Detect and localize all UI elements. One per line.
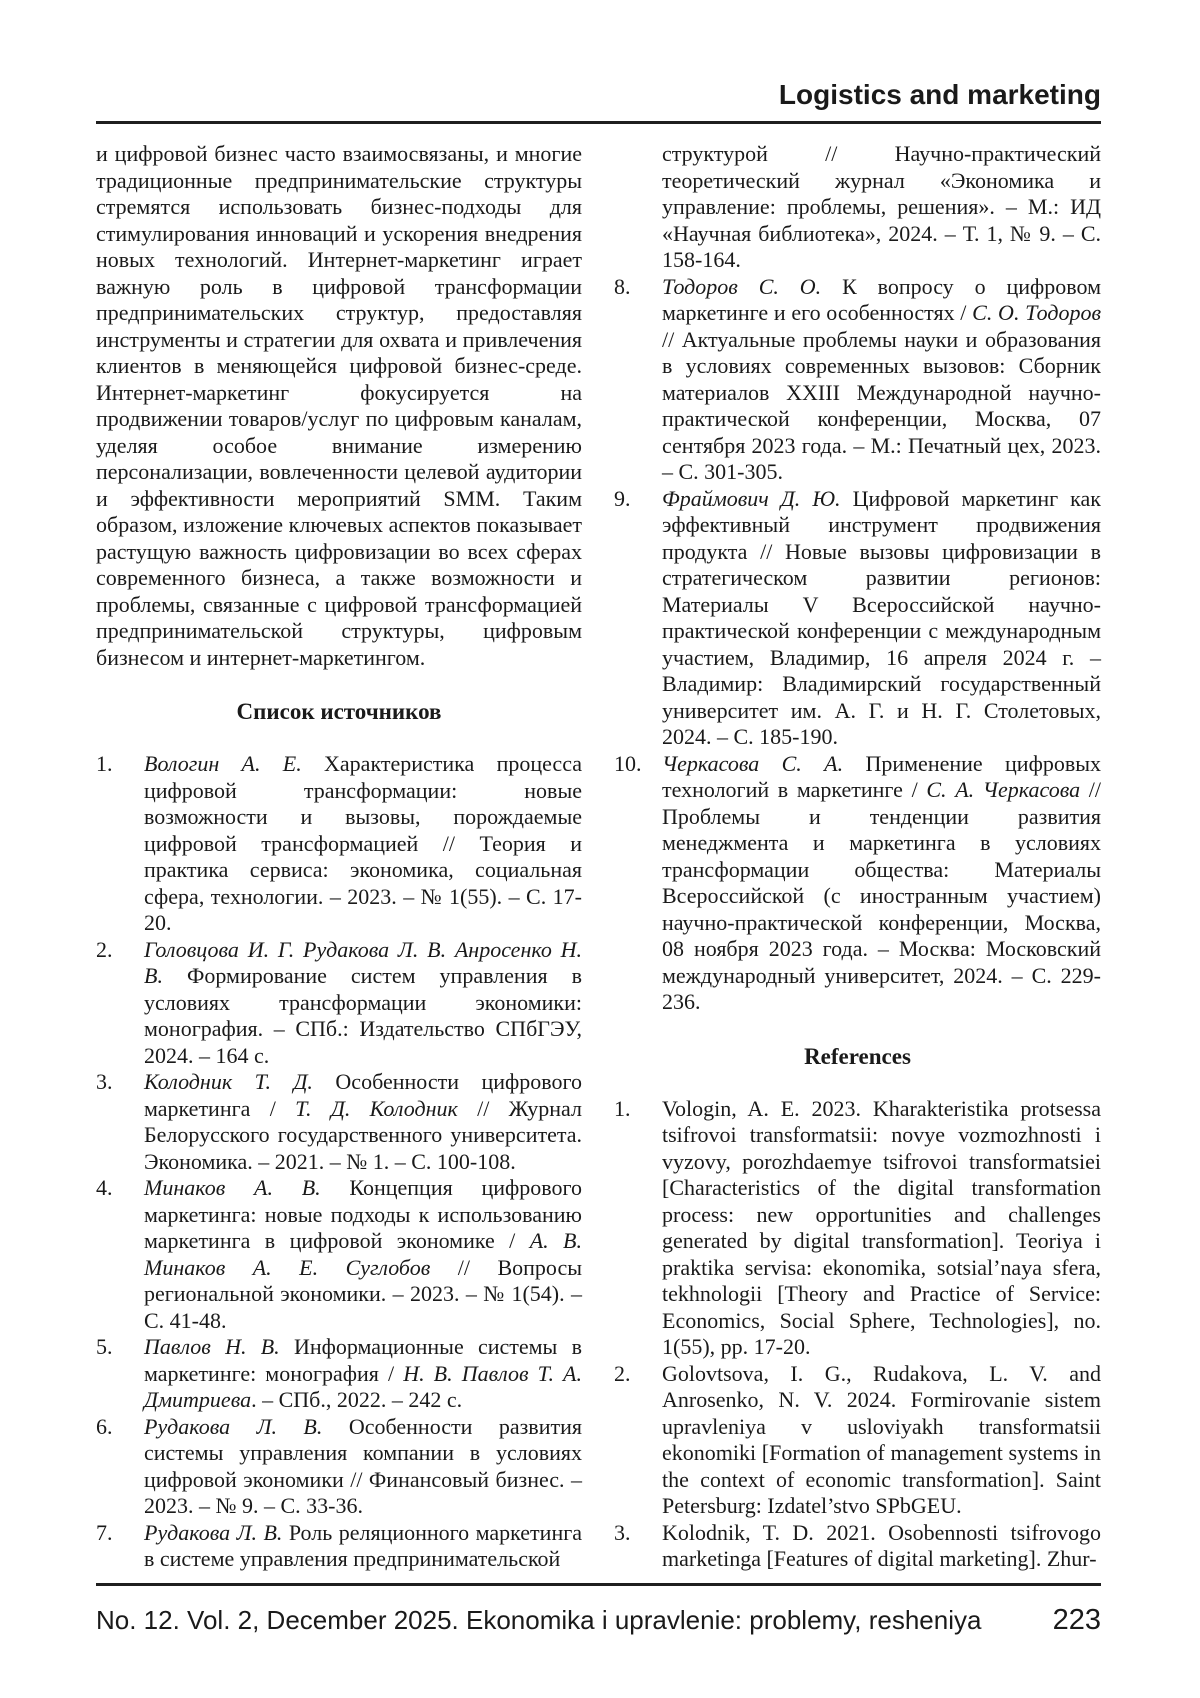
reference-item <box>614 1520 1101 1573</box>
right-column <box>614 141 1101 1573</box>
reference-text: // Вопросы региональной экономики. – 2023. – № 1(54). – С. 41-48. <box>144 1254 583 1333</box>
header-rule <box>96 121 1101 124</box>
reference-7-continuation <box>614 141 1101 274</box>
reference-text: Информационные системы в маркетинге: монография / <box>144 1334 582 1386</box>
reference-number: 1. <box>614 1095 631 1121</box>
reference-author: Павлов Н. В. <box>144 1334 280 1359</box>
reference-body <box>144 1334 582 1412</box>
reference-body <box>144 1414 582 1519</box>
footer <box>96 1603 1101 1637</box>
sources-list-left <box>96 751 582 1573</box>
reference-number: 6. <box>96 1413 113 1439</box>
reference-author: Тодоров С. О. <box>662 273 822 299</box>
reference-author: С. О. Тодоров <box>972 300 1102 325</box>
reference-text: Особенности развития системы управления компании в условиях цифровой экономики // Финансовый бизнес. – 2023. – № 9. – С. 33-36. <box>144 1413 582 1518</box>
reference-text: Особенности цифрового маркетинга / <box>144 1069 582 1121</box>
reference-text: // Журнал Белорусского государственного университета. Экономика. – 2021. – № 1. – С. 100-108. <box>144 1095 582 1174</box>
reference-text: Роль реляционного маркетинга в системе управления предпринимательской <box>144 1519 583 1571</box>
reference-item <box>614 486 1101 751</box>
reference-text: Цифровой маркетинг как эффективный инструмент продвижения продукта // Новые вызовы цифровизации в стратегическом развитии регионов: Материалы V Всероссийской научно-практической конференции с международным участием, Владимир, 16 апреля 2024 г. – Владимир: Владимирский государственный университет им. А. Г. и Н. Г. Столетовых, 2024. – С. 185-190. <box>662 485 1101 749</box>
footer-rule <box>96 1583 1101 1586</box>
reference-number: 1. <box>96 751 113 776</box>
reference-author: Головцова И. Г. Рудакова Л. В. Анросенко Н. В. <box>144 936 582 988</box>
reference-body <box>662 1096 1101 1360</box>
reference-text: Golovtsova, I. G., Rudakova, L. V. and Anrosenko, N. V. 2024. Formirovanie sistem upravleniya v usloviyakh transformatsii ekonomiki [Formation of management systems in the context of economic transformation]. Saint Petersburg: Izdatel’stvo SPbGEU. <box>662 1360 1101 1518</box>
reference-item <box>96 1069 582 1175</box>
references-heading: References <box>804 1043 911 1069</box>
reference-text: // Проблемы и тенденции развития менеджмента и маркетинга в условиях трансформации общества: Материалы Всероссийской (с иностранным участием) научно-практической конференции, Москва, 08 ноября 2023 года. – Москва: Московский международный университет, 2024. – С. 229-236. <box>662 777 1101 1014</box>
reference-number: 4. <box>96 1175 113 1200</box>
reference-item <box>96 937 582 1070</box>
reference-item <box>614 751 1101 1016</box>
reference-author: Минаков А. В. <box>144 1175 321 1200</box>
reference-author: Вологин А. Е. <box>144 751 302 776</box>
footer-page-number: 223 <box>1052 1604 1101 1636</box>
reference-body <box>662 486 1101 750</box>
reference-text: структурой // Научно-практический теоретический журнал «Экономика и управление: проблемы, решения». – М.: ИД «Научная библиотека», 2024. – Т. 1, № 9. – С. 158-164. <box>662 141 1101 272</box>
reference-text: . – СПб., 2022. – 242 с. <box>251 1387 463 1412</box>
reference-body <box>144 1175 582 1333</box>
reference-item <box>96 1334 582 1414</box>
left-column <box>96 141 582 1573</box>
reference-item <box>96 1414 582 1520</box>
references-list-en <box>614 1096 1101 1573</box>
intro-paragraph: и цифровой бизнес часто взаимосвязаны, и многие традиционные предпринимательские структуры стремятся использовать бизнес-подходы для стимулирования инноваций и ускорения внедрения новых технологий. Интернет-маркетинг играет важную роль в цифровой трансформации предпринимательских структур, предоставляя инструменты и стратегии для охвата и привлечения клиентов в меняющейся цифровой бизнес-среде. Интернет-маркетинг фокусируется на продвижении товаров/услуг по цифровым каналам, уделяя особое внимание измерению персонализации, вовлеченности целевой аудитории и эффективности мероприятий SMM. Таким образом, изложение ключевых аспектов показывает растущую важность цифровизации во всех сферах современного бизнеса, а также возможности и проблемы, связанные с цифровой трансформацией предпринимательской структуры, цифровым бизнесом и интернет-маркетингом. <box>96 141 582 670</box>
sources-heading: Список источников <box>236 699 442 724</box>
sources-list-right <box>614 274 1101 1016</box>
reference-number: 7. <box>96 1519 113 1545</box>
reference-text: Kolodnik, T. D. 2021. Osobennosti tsifrovogo marketinga [Features of digital marketing]. Zhur- <box>662 1519 1101 1571</box>
reference-text: Vologin, A. E. 2023. Kharakteristika protsessa tsifrovoi transformatsii: novye vozmozhnosti i vyzovy, porozhdaemye tsifrovoi transformatsiei [Characteristics of the digital transformation process: new opportunities and challenges generated by digital transformation]. Teoriya i praktika servisa: ekonomika, sotsial’naya sfera, tekhnologii [Theory and Practice of Service: Economics, Social Sphere, Technologies], no. 1(55), pp. 17-20. <box>662 1095 1101 1359</box>
reference-author: Рудакова Л. В. <box>144 1413 323 1439</box>
reference-body <box>662 1520 1101 1572</box>
reference-item <box>614 1361 1101 1520</box>
reference-number: 2. <box>96 936 113 962</box>
reference-body <box>662 751 1101 1015</box>
reference-text: К вопросу о цифровом маркетинге и его особенностях / <box>662 273 1102 325</box>
reference-number: 3. <box>96 1069 113 1094</box>
reference-text: Концепция цифрового маркетинга: новые подходы к использованию маркетинга в цифровой экономике / <box>144 1175 582 1253</box>
reference-author: Н. В. Павлов Т. А. Дмитриева <box>144 1360 582 1412</box>
reference-author: А. В. Минаков А. Е. Суглобов <box>144 1228 582 1280</box>
reference-number: 2. <box>614 1360 631 1386</box>
reference-text: Применение цифровых технологий в маркетинге / <box>662 750 1101 802</box>
reference-number: 5. <box>96 1334 113 1359</box>
reference-item <box>96 751 582 937</box>
reference-author: Фраймович Д. Ю. <box>662 485 841 511</box>
running-header-title: Logistics and marketing <box>778 79 1101 110</box>
reference-author: Рудакова Л. В. <box>144 1519 283 1545</box>
reference-body <box>144 1520 582 1572</box>
reference-author: Т. Д. Колодник <box>295 1095 458 1121</box>
reference-body <box>662 274 1101 485</box>
reference-text: Характеристика процесса цифровой трансформации: новые возможности и вызовы, порождаемые цифровой трансформацией // Теория и практика сервиса: экономика, социальная сфера, технологии. – 2023. – № 1(55). – С. 17-20. <box>144 751 582 935</box>
reference-body <box>144 1069 582 1174</box>
reference-number: 10. <box>614 750 642 776</box>
footer-issue-info: No. 12. Vol. 2, December 2025. Ekonomika i upravlenie: problemy, resheniya <box>96 1605 982 1635</box>
reference-item <box>96 1175 582 1334</box>
reference-item <box>614 274 1101 486</box>
reference-author: Колодник Т. Д. <box>144 1069 313 1094</box>
reference-item <box>614 1096 1101 1361</box>
reference-number: 8. <box>614 273 631 299</box>
reference-author: С. А. Черкасова <box>926 777 1081 802</box>
reference-body <box>662 1361 1101 1519</box>
reference-author: Черкасова С. А. <box>662 750 844 776</box>
reference-body <box>144 751 582 935</box>
reference-text: // Актуальные проблемы науки и образования в условиях современных вызовов: Сборник материалов XXIII Международной научно-практической конференции, Москва, 07 сентября 2023 года. – М.: Печатный цех, 2023. – С. 301-305. <box>662 326 1101 484</box>
reference-text: Формирование систем управления в условиях трансформации экономики: монография. – СПб.: Издательство СПбГЭУ, 2024. – 164 с. <box>144 963 582 1068</box>
reference-body <box>144 937 582 1068</box>
reference-item <box>96 1520 582 1573</box>
reference-number: 3. <box>614 1519 631 1545</box>
reference-number: 9. <box>614 485 631 511</box>
